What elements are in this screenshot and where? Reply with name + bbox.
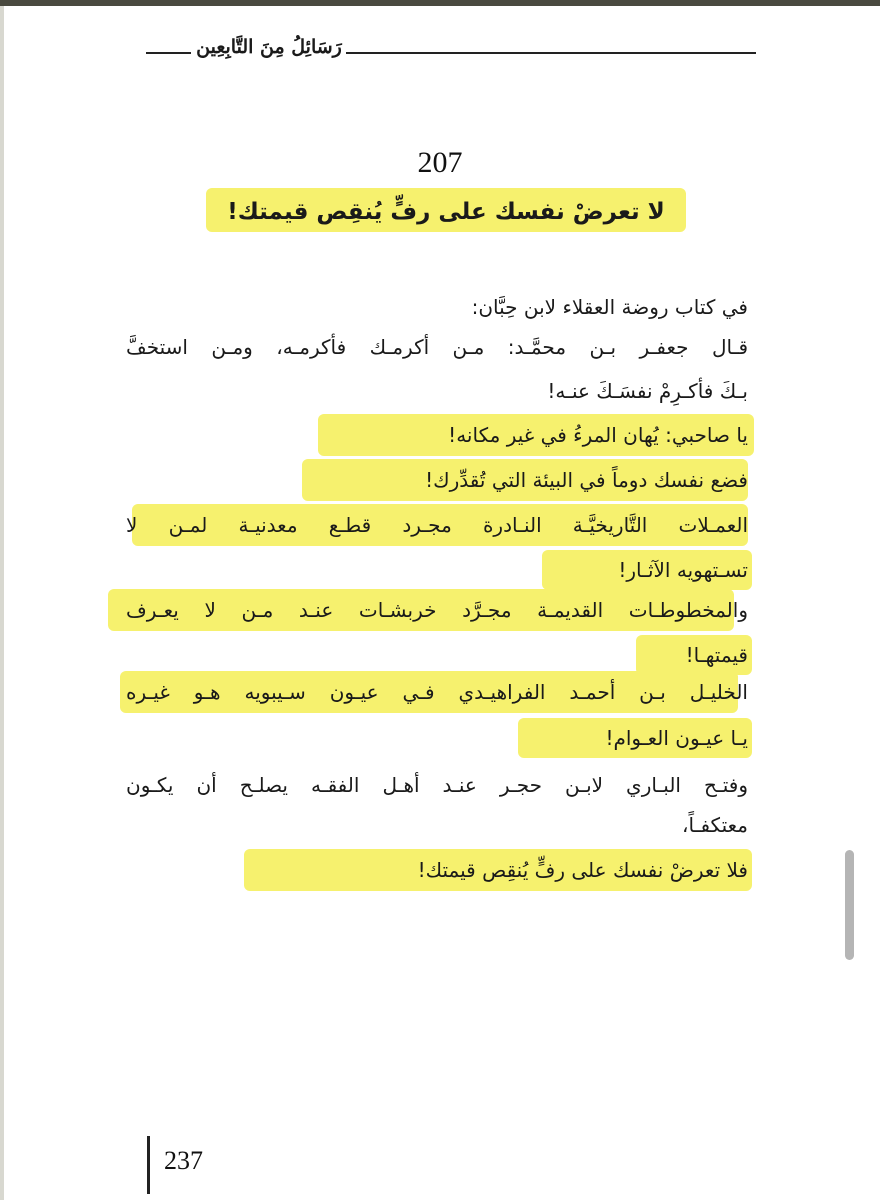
header-title: رَسَائِلُ مِنَ التَّابِعِين	[196, 36, 342, 58]
paragraph-line: يـا عيـون العـوام!	[605, 726, 748, 750]
paragraph-line: قـال جعفـر بـن محمَّـد: مـن أكرمـك فأكرمـه، ومـن استخفَّ	[126, 335, 748, 359]
book-page	[6, 6, 874, 1194]
paragraph-line: وفتـح البـاري لابـن حجـر عنـد أهـل الفقـه يصلـح أن يكـون	[126, 773, 748, 797]
header-rule-right	[346, 52, 756, 54]
footer-rule	[147, 1136, 150, 1194]
paragraph-line: والمخطوطـات القديمـة مجـرَّد خربشـات عنـد مـن لا يعـرف	[126, 598, 748, 622]
running-header	[146, 36, 756, 68]
paragraph-line: بـكَ فأكـرِمْ نفسَـكَ عنـه!	[547, 379, 748, 403]
paragraph-line: يا صاحبي: يُهان المرءُ في غير مكانه!	[448, 423, 748, 447]
paragraph-line: قيمتهـا!	[685, 643, 748, 667]
paragraph-line: معتكفـاً،	[682, 813, 748, 837]
entry-title: لا تعرضْ نفسك على رفٍّ يُنقِص قيمتك!	[227, 199, 665, 225]
entry-number: 207	[417, 146, 463, 179]
page-edge	[0, 6, 4, 1200]
scrollbar-thumb[interactable]	[845, 850, 854, 960]
paragraph-line: تسـتهويه الآثـار!	[618, 558, 748, 582]
paragraph-line: العمـلات التَّاريخيَّـة النـادرة مجـرد قطـع معدنيـة لمـن لا	[126, 513, 748, 537]
paragraph-line: في كتاب روضة العقلاء لابن حِبَّان:	[471, 295, 748, 319]
page-number: 237	[164, 1146, 203, 1175]
paragraph-line: فلا تعرضْ نفسك على رفٍّ يُنقِص قيمتك!	[417, 858, 748, 882]
header-rule-left	[146, 52, 191, 54]
paragraph-line: الخليـل بـن أحمـد الفراهيـدي فـي عيـون سـيبويه هـو غيـره	[126, 680, 748, 704]
paragraph-line: فضع نفسك دوماً في البيئة التي تُقدِّرك!	[425, 468, 748, 492]
